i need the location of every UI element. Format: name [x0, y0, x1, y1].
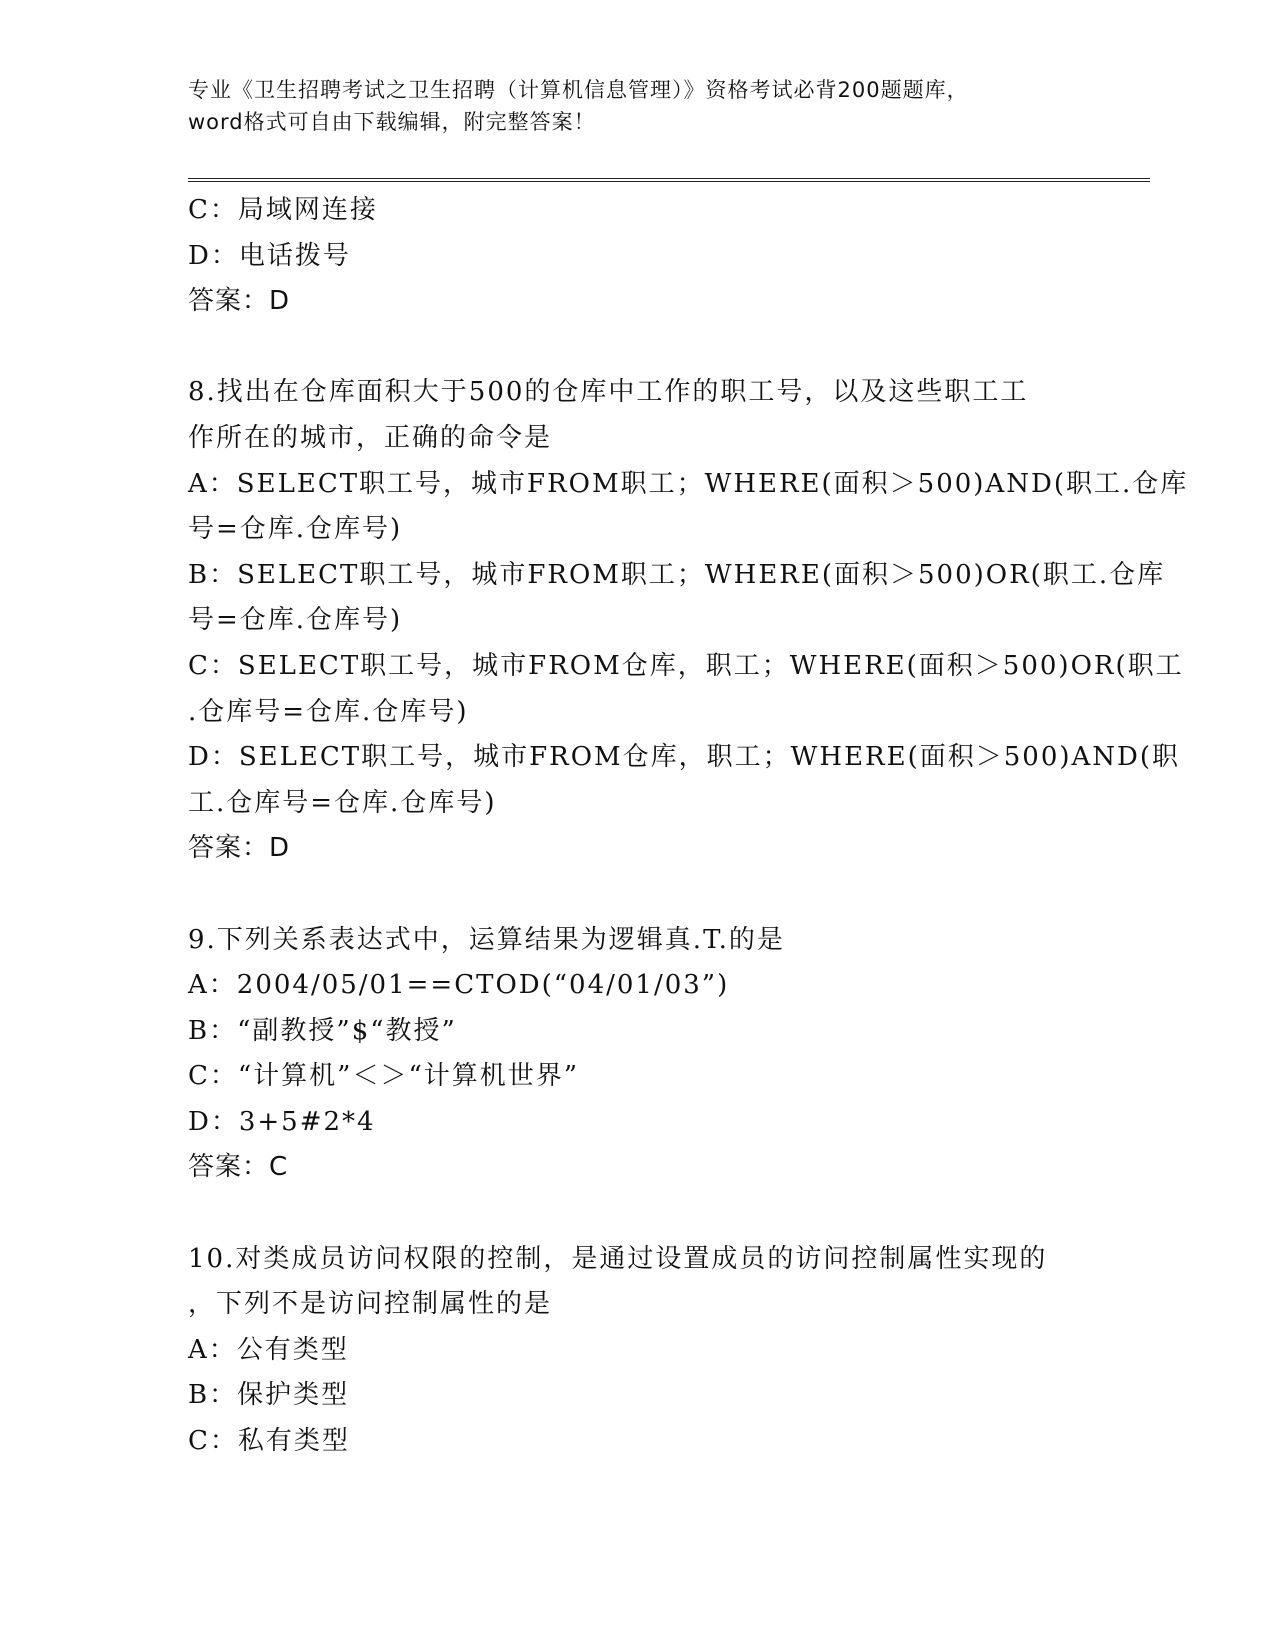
question-10-option-b: B：保护类型 [188, 1380, 350, 1411]
question-10-option-a: A：公有类型 [188, 1334, 349, 1365]
question-8-option-c-cont: .仓库号=仓库.仓库号) [188, 696, 469, 727]
question-8-option-d-cont: 工.仓库号=仓库.仓库号) [188, 787, 497, 818]
document-header [188, 74, 1088, 138]
question-10-option-c: C：私有类型 [188, 1426, 350, 1457]
header-divider [188, 178, 1150, 182]
question-8-option-a-cont: 号=仓库.仓库号) [188, 514, 403, 545]
header-title-line-1: 专业《卫生招聘考试之卫生招聘（计算机信息管理）》资格考试必背200题题库， [188, 78, 969, 102]
question-8-option-d: D：SELECT职工号，城市FROM仓库，职工；WHERE(面积＞500)AND(职 [188, 742, 1181, 773]
question-9-option-c: C：“计算机”＜＞“计算机世界” [188, 1061, 580, 1092]
option-d: D：电话拨号 [188, 240, 351, 271]
question-10-stem-cont: ，下列不是访问控制属性的是 [188, 1289, 553, 1320]
answer: 答案：D [188, 286, 291, 317]
question-8-stem-cont: 作所在的城市，正确的命令是 [188, 422, 553, 453]
question-8-answer: 答案：D [188, 833, 291, 864]
question-9-stem: 9.下列关系表达式中，运算结果为逻辑真.T.的是 [188, 924, 785, 955]
question-8-option-a: A：SELECT职工号，城市FROM职工；WHERE(面积＞500)AND(职工.仓库 [188, 468, 1189, 499]
document-body [188, 188, 1189, 1465]
spacer [188, 872, 1088, 918]
spacer [188, 325, 1088, 371]
question-9-option-d: D：3+5#2*4 [188, 1106, 376, 1137]
option-c: C：局域网连接 [188, 195, 378, 225]
header-title-line-2: word格式可自由下载编辑，附完整答案！ [188, 110, 596, 134]
spacer [188, 1191, 1088, 1237]
question-9-option-a: A：2004/05/01==CTOD(“04/01/03”) [188, 970, 730, 1001]
question-8-option-b-cont: 号=仓库.仓库号) [188, 605, 403, 636]
question-9-option-b: B：“副教授”$“教授” [188, 1015, 457, 1046]
question-9-answer: 答案：C [188, 1152, 289, 1183]
question-8-option-b: B：SELECT职工号，城市FROM职工；WHERE(面积＞500)OR(职工.仓库 [188, 559, 1166, 590]
question-8-stem: 8.找出在仓库面积大于500的仓库中工作的职工号，以及这些职工工 [188, 377, 1029, 408]
question-10-stem: 10.对类成员访问权限的控制，是通过设置成员的访问控制属性实现的 [188, 1243, 1048, 1274]
question-8-option-c: C：SELECT职工号，城市FROM仓库，职工；WHERE(面积＞500)OR(职工 [188, 650, 1184, 681]
